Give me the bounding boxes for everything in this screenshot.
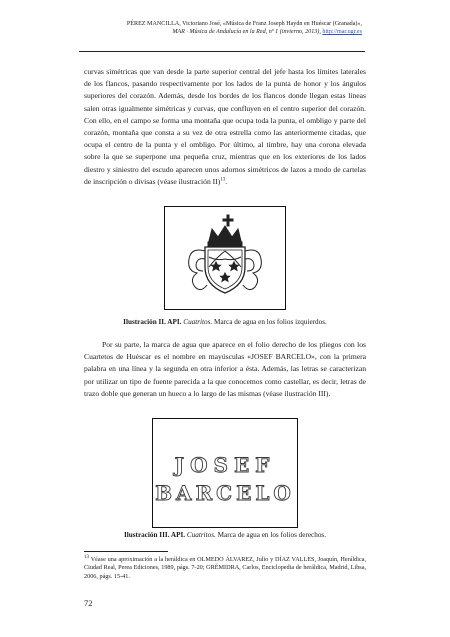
watermark-word-1: JOSEF <box>174 453 276 477</box>
caption-ii-text: Marca de agua en los folios izquierdos. <box>214 318 327 326</box>
footnote-13 <box>84 556 366 581</box>
footnote-number: 13 <box>84 554 89 560</box>
caption-illustration-iii <box>84 531 366 540</box>
caption-ii-italic: Cuatritos. <box>183 318 213 326</box>
paragraph-1-text: curvas simétricas que van desde la parte superior central del jefe hasta los límites laterales de los flancos, pasando respectivamente por los lados de la punta de honor y los ángulos superiores del corazón. Además, desde los bordes de los flancos donde llegan estas líneas salen otras igualmente simétricas y curvas, que confluyen en el centro superior del corazón. Con ello, en el campo se forma una montaña que ocupa toda la punta, el ombligo y parte del corazón, montaña que consta a su vez de otra estrella como las anteriormente citadas, que ocupa el centro de la punta y el ombligo. Por último, al timbre, hay una corona elevada sobre la que se superpone una pequeña cruz, mientras que en los exteriores de los lados diestro y siniestro del escudo aparecen unos adornos simétricos de lazos a modo de cartelas de inscripción o divisas (véase ilustración II) <box>84 67 366 186</box>
header-citation: PÉREZ MANCILLA, Victoriano José, «Música de Franz Joseph Haydn en Huéscar (Granada)», <box>126 21 362 27</box>
footnote-text: Véase una aproximación a la heráldica en OLMEDO ÁLVAREZ, Julio y DÍAZ VALLES, Joaquín, Heráldica, Ciudad Real, Perea Ediciones, 1989, págs. 7-20; GRÉMIDRA, Carlos, Enciclopedia de heráldica, Madrid, Libsa, 2006, págs. 15-41. <box>84 556 367 580</box>
paragraph-2: Por su parte, la marca de agua que aparece en el folio derecho de los pliegos con los Cuartetos de Huéscar es el nombre en mayúsculas «JOSEF BARCELO», con la primera palabra en una línea y la segunda en otra inferior a ésta. Además, las letras se caracterizan por utilizar un tipo de fuente parecida a la que conocemos como castellar, es decir, letras de trazo doble que generan un hueco a lo largo de las mismas (véase ilustración III). <box>84 340 366 398</box>
caption-ii-label: Ilustración II. API. <box>123 318 182 326</box>
caption-iii-italic: Cuatritos. <box>186 531 216 539</box>
header-journal <box>80 28 362 36</box>
caption-illustration-ii <box>84 318 366 327</box>
running-header <box>80 20 362 36</box>
shield-watermark-drawing <box>165 207 285 309</box>
footnote-ref[interactable]: 13 <box>220 177 226 183</box>
footnote-rule <box>84 551 168 552</box>
journal-link[interactable]: http://mar.ugr.es <box>322 29 362 36</box>
header-rule <box>79 51 365 52</box>
caption-iii-label: Ilustración III. API. <box>123 531 186 539</box>
caption-iii-text: Marca de agua en los folios derechos. <box>217 531 327 539</box>
page-number: 72 <box>84 598 93 608</box>
header-journal-text: MAR · Música de Andalucía en la Red, nº 1 (invierno, 2013), <box>172 29 321 36</box>
illustration-ii-watermark-shield <box>164 206 286 310</box>
paragraph-1: curvas simétricas que van desde la parte superior central del jefe hasta los límites laterales de los flancos, pasando respectivamente por los lados de la punta de honor y los ángulos superiores del corazón. Además, desde los bordes de los flancos donde llegan estas líneas salen otras igualmente simétricas y curvas, que confluyen en el centro superior del corazón. Con ello, en el campo se forma una montaña que ocupa toda la punta, el ombligo y parte del corazón, montaña que consta a su vez de otra estrella como las anteriormente citadas, que ocupa el centro de la punta y el ombligo. Por último, al timbre, hay una corona elevada sobre la que se superpone una pequeña cruz, mientras que en los exteriores de los lados diestro y siniestro del escudo aparecen unos adornos simétricos de lazos a modo de cartelas de inscripción o divisas (véase ilustración II)$^{13}$. <box>84 67 366 186</box>
watermark-word-2: BARCELO <box>155 481 295 505</box>
illustration-iii-watermark-name <box>152 418 298 528</box>
